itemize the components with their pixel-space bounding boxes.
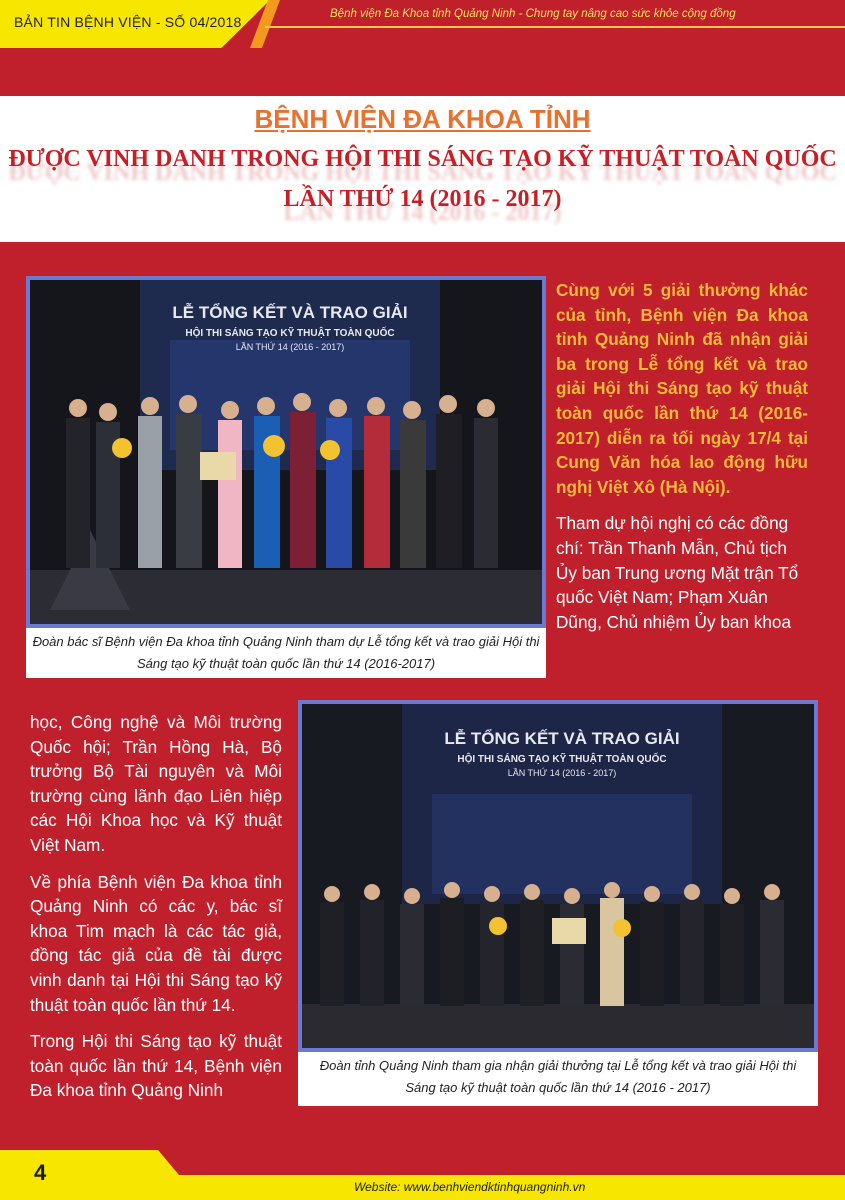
article-title-line3: LẦN THỨ 14 (2016 - 2017) [283,186,562,212]
left-column-text [30,710,282,1115]
photo-award-ceremony-province [298,700,818,1052]
photo1-stage-title: LỄ TỔNG KẾT VÀ TRAO GIẢI [172,303,408,322]
photo-award-ceremony-doctors [26,276,546,628]
photo2-scene [302,704,814,1048]
photo2-caption: Đoàn tỉnh Quảng Ninh tham gia nhận giải thưởng tại Lễ tổng kết và trao giải Hội thi Sáng tạo kỹ thuật toàn quốc lần thứ 14 (2016 - 2017) [298,1052,818,1106]
footer-website: Website: www.benhviendktinhquangninh.vn [354,1180,586,1194]
header-divider [265,26,845,28]
photo2-stage-edition: LẦN THỨ 14 (2016 - 2017) [507,768,617,778]
page-number: 4 [34,1160,47,1185]
paragraph-attendees-part2: học, Công nghệ và Môi trường Quốc hội; Trần Hồng Hà, Bộ trưởng Bộ Tài nguyên và Môi trường cùng lãnh đạo Liên hiệp các Hội Khoa học và Kỹ thuật Việt Nam. [30,712,282,855]
paragraph-hospital-team: Về phía Bệnh viện Đa khoa tỉnh Quảng Ninh có các y, bác sĩ khoa Tim mạch là các tác giả, đồng tác giả của đề tài được vinh danh tại Hội thi Sáng tạo kỹ thuật toàn quốc lần thứ 14. [30,871,282,1015]
photo-scene [30,280,542,624]
paragraph-contest-result: Trong Hội thi Sáng tạo kỹ thuật toàn quốc lần thứ 14, Bệnh viện Đa khoa tỉnh Quảng Ninh [30,1031,282,1101]
paragraph-attendees-part1: Tham dự hội nghị có các đồng chí: Trần Thanh Mẫn, Chủ tịch Ủy ban Trung ương Mặt trận Tổ quốc Việt Nam; Phạm Xuân Dũng, Chủ nhiệm Ủy ban khoa [556,513,799,632]
photo2-stage-subtitle: HỘI THI SÁNG TẠO KỸ THUẬT TOÀN QUỐC [457,754,667,765]
header-tagline: Bệnh viện Đa Khoa tỉnh Quảng Ninh - Chung tay nâng cao sức khỏe cộng đồng [330,8,736,20]
photo1-stage-edition: LẦN THỨ 14 (2016 - 2017) [235,342,345,352]
photo1-caption: Đoàn bác sĩ Bệnh viện Đa khoa tỉnh Quảng Ninh tham dự Lễ tổng kết và trao giải Hội thi Sáng tạo kỹ thuật toàn quốc lần thứ 14 (2016-2017) [26,628,546,678]
issue-label: BẢN TIN BỆNH VIỆN - SỐ 04/2018 [14,14,242,30]
photo2-stage-title: LỄ TỔNG KẾT VÀ TRAO GIẢI [444,729,680,748]
article-title-line2: ĐƯỢC VINH DANH TRONG HỘI THI SÁNG TẠO KỸ THUẬT TOÀN QUỐC [8,146,837,172]
footer-page-tab [0,1150,150,1200]
article-title-line1: BỆNH VIỆN ĐA KHOA TỈNH [254,104,591,134]
article-intro: Cùng với 5 giải thưởng khác của tỉnh, Bệnh viện Đa khoa tỉnh Quảng Ninh đã nhận giải ba trong Lễ tổng kết và trao giải Hội thi Sáng tạo kỹ thuật toàn quốc lần thứ 14 (2016-2017) diễn ra tối ngày 17/4 tại Cung Văn hóa lao động hữu nghị Việt Xô (Hà Nội). [556,280,808,497]
photo1-stage-subtitle: HỘI THI SÁNG TẠO KỸ THUẬT TOÀN QUỐC [185,328,395,339]
right-column-text [556,278,808,646]
